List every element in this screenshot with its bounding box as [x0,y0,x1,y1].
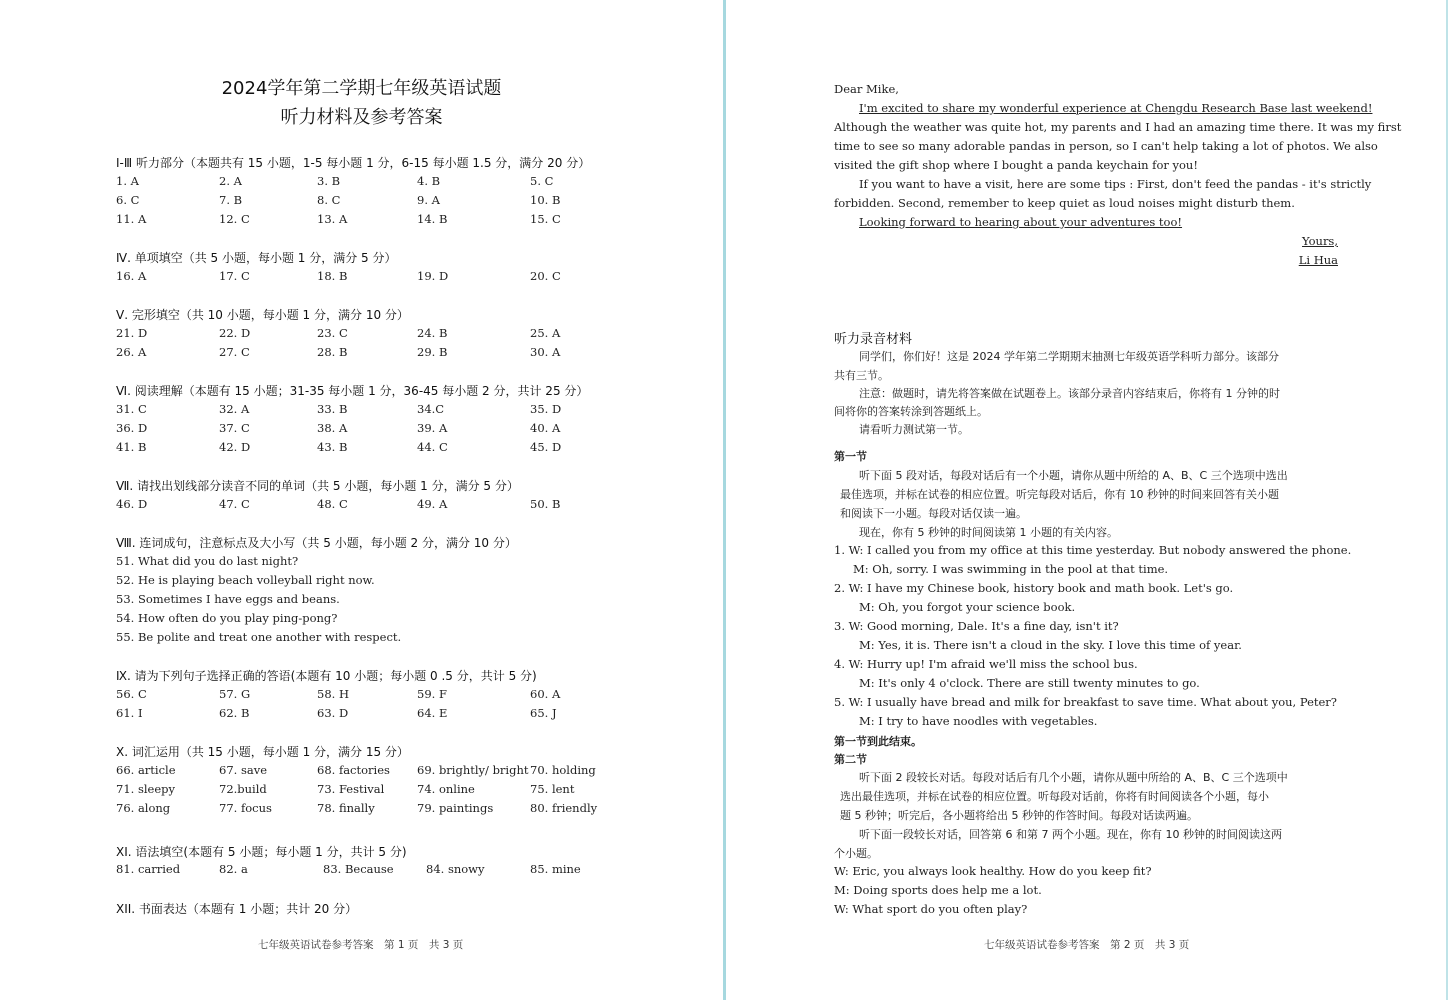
answer-cell: 68. factories [317,763,390,777]
section-heading-vocabulary: Ⅹ. 词汇运用（共 15 小题，每小题 1 分，满分 15 分） [116,745,409,759]
page-divider [723,0,726,1000]
dialogue-line: 4. W: Hurry up! I'm afraid we'll miss the school bus. [834,657,1138,671]
section-two-instruction: 题 5 秒钟；听完后，各小题将给出 5 秒钟的作答时间。每段对话读两遍。 [840,809,1198,822]
section-heading-pronunciation: Ⅶ. 请找出划线部分读音不同的单词（共 5 小题，每小题 1 分，满分 5 分） [116,479,519,493]
answer-cell: 36. D [116,421,148,435]
page-footer: 七年级英语试卷参考答案 第 1 页 共 3 页 [258,939,464,951]
answer-line: 51. What did you do last night? [116,554,299,568]
answer-cell: 33. B [317,402,348,416]
answer-cell: 59. F [417,687,447,701]
answer-cell: 81. carried [116,862,181,876]
answer-cell: 28. B [317,345,348,359]
answer-cell: 30. A [530,345,561,359]
answer-cell: 17. C [219,269,250,283]
answer-cell: 44. C [417,440,448,454]
section-two-instruction: 听下面一段较长对话，回答第 6 和第 7 两个小题。现在，你有 10 秒钟的时间阅读这两 [859,828,1282,841]
answer-cell: 38. A [317,421,348,435]
dialogue-line: M: It's only 4 o'clock. There are still twenty minutes to go. [859,676,1200,690]
section-heading-grammar: XI. 语法填空(本题有 5 小题；每小题 1 分，共计 5 分) [116,845,407,859]
answer-cell: 37. C [219,421,250,435]
answer-cell: 57. G [219,687,251,701]
letter-body-line: forbidden. Second, remember to keep quiet as loud noises might disturb them. [834,196,1295,210]
letter-body-line: Although the weather was quite hot, my parents and I had an amazing time there. It was my first [834,120,1402,134]
answer-cell: 46. D [116,497,148,511]
answer-cell: 35. D [530,402,562,416]
answer-cell: 20. C [530,269,561,283]
dialogue-line: W: Eric, you always look healthy. How do you keep fit? [834,864,1152,878]
answer-cell: 48. C [317,497,348,511]
letter-signoff: Yours, [1302,234,1338,248]
listening-intro-line: 请看听力测试第一节。 [859,423,969,436]
answer-cell: 60. A [530,687,561,701]
answer-cell: 79. paintings [417,801,494,815]
answer-cell: 10. B [530,193,561,207]
answer-cell: 83. Because [323,862,394,876]
section-two-instruction: 选出最佳选项，并标在试卷的相应位置。听每段对话前，你将有时间阅读各个小题，每小 [840,790,1269,803]
answer-cell: 31. C [116,402,147,416]
answer-cell: 72.build [219,782,267,796]
answer-cell: 41. B [116,440,147,454]
answer-line: 52. He is playing beach volleyball right now. [116,573,375,587]
answer-cell: 1. A [116,174,139,188]
dialogue-line: 2. W: I have my Chinese book, history book and math book. Let's go. [834,581,1234,595]
answer-cell: 43. B [317,440,348,454]
listening-intro-line: 间将你的答案转涂到答题纸上。 [834,405,988,418]
answer-cell: 15. C [530,212,561,226]
listening-heading: 听力录音材料 [834,332,913,347]
answer-cell: 50. B [530,497,561,511]
answer-cell: 73. Festival [317,782,385,796]
section-heading-listening: Ⅰ-Ⅲ 听力部分（本题共有 15 小题，1-5 每小题 1 分，6-15 每小题 1.5 分，满分 20 分） [116,156,591,170]
letter-body-line: visited the gift shop where I bought a panda keychain for you! [834,158,1198,172]
answer-cell: 24. B [417,326,448,340]
answer-cell: 63. D [317,706,349,720]
answer-cell: 3. B [317,174,341,188]
answer-cell: 32. A [219,402,250,416]
answer-line: 54. How often do you play ping-pong? [116,611,338,625]
page-title: 2024学年第二学期七年级英语试题 [221,78,502,99]
section-two-title: 第二节 [834,753,867,766]
answer-cell: 42. D [219,440,251,454]
answer-cell: 19. D [417,269,449,283]
dialogue-line: W: What sport do you often play? [834,902,1028,916]
listening-intro-line: 同学们，你们好！这是 2024 学年第二学期期末抽测七年级英语学科听力部分。该部分 [859,350,1279,363]
letter-body-line: If you want to have a visit, here are some tips : First, don't feed the pandas - it's strictly [859,177,1372,191]
dialogue-line: 3. W: Good morning, Dale. It's a fine day, isn't it? [834,619,1119,633]
answer-cell: 23. C [317,326,348,340]
answer-cell: 84. snowy [426,862,485,876]
answer-cell: 11. A [116,212,147,226]
answer-cell: 45. D [530,440,562,454]
section-one-instruction: 和阅读下一小题。每段对话仅读一遍。 [840,507,1027,520]
section-two-instruction: 听下面 2 段较长对话。每段对话后有几个小题，请你从题中所给的 A、B、C 三个选项中 [859,771,1288,784]
section-one-instruction: 现在，你有 5 秒钟的时间阅读第 1 小题的有关内容。 [859,526,1118,539]
section-one-title: 第一节 [834,450,867,463]
section-heading-writing: XII. 书面表达（本题有 1 小题；共计 20 分） [116,902,358,916]
answer-cell: 74. online [417,782,475,796]
answer-cell: 80. friendly [530,801,598,815]
answer-cell: 7. B [219,193,243,207]
letter-greeting: Dear Mike, [834,82,899,96]
answer-cell: 78. finally [317,801,375,815]
answer-cell: 34.C [417,402,445,416]
section-two-instruction: 个小题。 [834,847,878,860]
answer-cell: 29. B [417,345,448,359]
listening-intro-line: 注意：做题时，请先将答案做在试题卷上。该部分录音内容结束后，你将有 1 分钟的时 [859,387,1280,400]
answer-cell: 77. focus [219,801,272,815]
answer-cell: 58. H [317,687,349,701]
answer-cell: 49. A [417,497,448,511]
answer-cell: 67. save [219,763,268,777]
answer-cell: 18. B [317,269,348,283]
answer-cell: 71. sleepy [116,782,175,796]
section-one-instruction: 听下面 5 段对话，每段对话后有一个小题，请你从题中所给的 A、B、C 三个选项中选出 [859,469,1288,482]
answer-cell: 27. C [219,345,250,359]
answer-cell: 14. B [417,212,448,226]
answer-cell: 22. D [219,326,251,340]
answer-cell: 69. brightly/ bright [417,763,529,777]
dialogue-line: 1. W: I called you from my office at this time yesterday. But nobody answered the phone. [834,543,1352,557]
dialogue-line: M: Yes, it is. There isn't a cloud in the sky. I love this time of year. [859,638,1242,652]
answer-cell: 76. along [116,801,171,815]
answer-cell: 39. A [417,421,448,435]
answer-cell: 5. C [530,174,554,188]
section-heading-responses: Ⅸ. 请为下列句子选择正确的答语(本题有 10 小题；每小题 0 .5 分，共计 5 分) [116,669,537,683]
page-subtitle: 听力材料及参考答案 [280,107,443,128]
letter-closing-line: Looking forward to hearing about your adventures too! [859,215,1183,229]
dialogue-line: M: I try to have noodles with vegetables. [859,714,1098,728]
answer-cell: 66. article [116,763,176,777]
answer-cell: 2. A [219,174,242,188]
answer-cell: 85. mine [530,862,581,876]
answer-cell: 47. C [219,497,250,511]
section-one-end: 第一节到此结束。 [834,735,922,748]
answer-cell: 6. C [116,193,140,207]
section-heading-single-choice: Ⅳ. 单项填空（共 5 小题，每小题 1 分，满分 5 分） [116,251,397,265]
dialogue-line: M: Oh, sorry. I was swimming in the pool at that time. [853,562,1169,576]
answer-cell: 56. C [116,687,147,701]
answer-cell: 64. E [417,706,448,720]
answer-cell: 4. B [417,174,441,188]
answer-cell: 16. A [116,269,147,283]
answer-cell: 21. D [116,326,148,340]
answer-cell: 40. A [530,421,561,435]
answer-cell: 61. I [116,706,143,720]
answer-cell: 25. A [530,326,561,340]
dialogue-line: 5. W: I usually have bread and milk for breakfast to save time. What about you, Peter? [834,695,1337,709]
section-heading-reading: Ⅵ. 阅读理解（本题有 15 小题；31-35 每小题 1 分，36-45 每小题 2 分，共计 25 分） [116,384,589,398]
dialogue-line: M: Doing sports does help me a lot. [834,883,1042,897]
dialogue-line: M: Oh, you forgot your science book. [859,600,1076,614]
answer-line: 55. Be polite and treat one another with respect. [116,630,402,644]
letter-opening-line: I'm excited to share my wonderful experience at Chengdu Research Base last weekend! [859,101,1373,115]
listening-intro-line: 共有三节。 [834,369,889,382]
answer-cell: 82. a [219,862,248,876]
answer-cell: 62. B [219,706,250,720]
answer-cell: 70. holding [530,763,596,777]
answer-cell: 75. lent [530,782,575,796]
section-one-instruction: 最佳选项，并标在试卷的相应位置。听完每段对话后，你有 10 秒钟的时间来回答有关小题 [840,488,1279,501]
left-page [0,0,723,1000]
answer-cell: 13. A [317,212,348,226]
answer-cell: 65. J [530,706,557,720]
letter-signature: Li Hua [1298,253,1338,267]
answer-line: 53. Sometimes I have eggs and beans. [116,592,340,606]
answer-cell: 26. A [116,345,147,359]
answer-cell: 12. C [219,212,250,226]
letter-body-line: time to see so many adorable pandas in person, so I can't help taking a lot of photos. We also [834,139,1378,153]
section-heading-cloze: Ⅴ. 完形填空（共 10 小题，每小题 1 分，满分 10 分） [116,308,409,322]
section-heading-sentence-building: Ⅷ. 连词成句，注意标点及大小写（共 5 小题，每小题 2 分，满分 10 分） [116,536,517,550]
answer-cell: 9. A [417,193,440,207]
page-footer: 七年级英语试卷参考答案 第 2 页 共 3 页 [984,939,1190,951]
answer-cell: 8. C [317,193,341,207]
